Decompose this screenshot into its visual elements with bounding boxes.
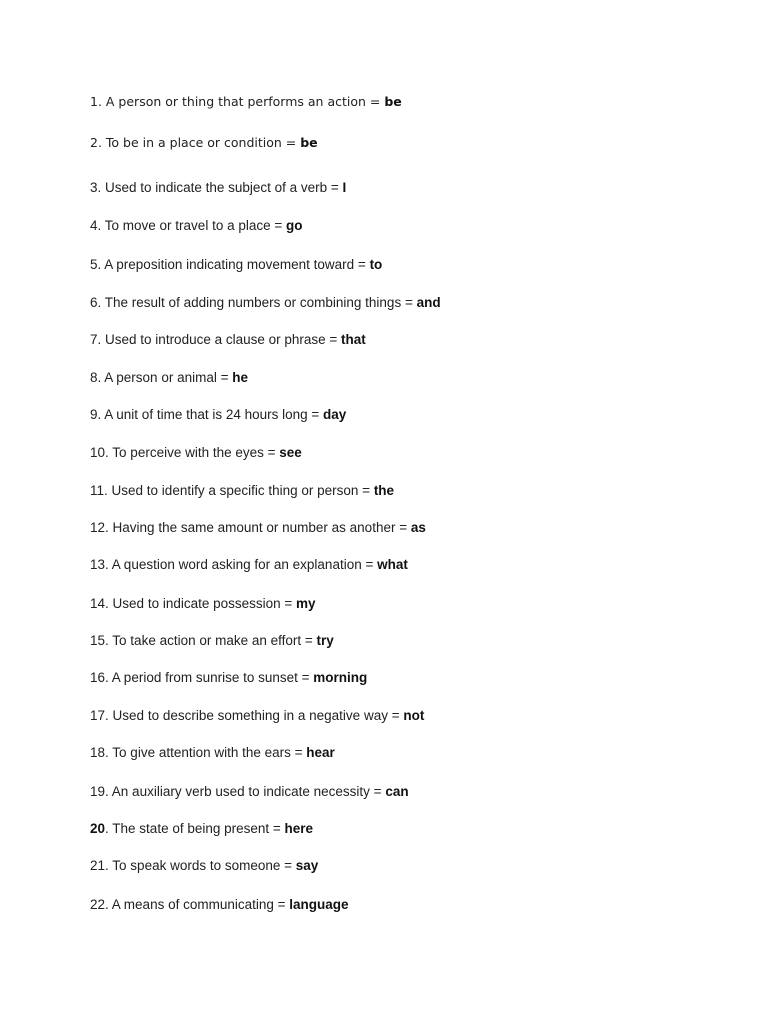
item-definition: A person or thing that performs an action = xyxy=(105,94,385,109)
item-number: 12 xyxy=(90,520,106,535)
item-number: 5 xyxy=(90,257,98,272)
list-item: 10. To perceive with the eyes = see xyxy=(90,445,302,460)
item-answer: here xyxy=(284,821,314,836)
list-item: 4. To move or travel to a place = go xyxy=(90,218,303,233)
list-item: 22. A means of communicating = language xyxy=(90,897,349,912)
list-item: 14. Used to indicate possession = my xyxy=(90,596,316,611)
item-definition: Used to identify a specific thing or person = xyxy=(111,483,374,498)
item-answer: I xyxy=(342,180,347,195)
list-item: 1. A person or thing that performs an action = be xyxy=(90,94,402,109)
item-definition: Used to indicate possession = xyxy=(112,596,297,611)
item-definition: A means of communicating = xyxy=(111,897,290,912)
item-definition: To take action or make an effort = xyxy=(112,633,317,648)
item-number: 10 xyxy=(90,445,106,460)
item-number: 14 xyxy=(90,596,106,611)
item-answer: day xyxy=(323,407,347,422)
list-item: 11. Used to identify a specific thing or person = the xyxy=(90,483,395,498)
item-definition: A person or animal = xyxy=(104,370,233,385)
item-number: 1 xyxy=(90,94,98,109)
item-definition: To perceive with the eyes = xyxy=(112,445,280,460)
item-answer: the xyxy=(373,483,395,498)
item-definition: Used to describe something in a negative way = xyxy=(112,708,404,723)
item-answer: language xyxy=(289,897,349,912)
list-item: 2. To be in a place or condition = be xyxy=(90,135,318,150)
item-answer: hear xyxy=(306,745,335,760)
item-definition: Used to indicate the subject of a verb = xyxy=(105,180,343,195)
item-definition: Having the same amount or number as another = xyxy=(112,520,411,535)
list-item: 19. An auxiliary verb used to indicate necessity = can xyxy=(90,784,409,799)
item-number: 17 xyxy=(90,708,106,723)
item-definition: An auxiliary verb used to indicate necessity = xyxy=(111,784,386,799)
item-definition: To give attention with the ears = xyxy=(112,745,307,760)
list-item: 3. Used to indicate the subject of a verb = I xyxy=(90,180,347,195)
item-answer: he xyxy=(232,370,248,385)
list-item: 20. The state of being present = here xyxy=(90,821,314,836)
item-definition: To speak words to someone = xyxy=(112,858,296,873)
list-item: 15. To take action or make an effort = try xyxy=(90,633,334,648)
item-number: 11 xyxy=(90,483,105,498)
list-item: 5. A preposition indicating movement toward = to xyxy=(90,257,383,272)
item-answer: as xyxy=(410,520,426,535)
item-number: 13 xyxy=(90,557,106,572)
list-item: 12. Having the same amount or number as another = as xyxy=(90,520,426,535)
item-definition: The result of adding numbers or combining things = xyxy=(104,295,417,310)
item-answer: try xyxy=(316,633,334,648)
item-definition: The state of being present = xyxy=(112,821,285,836)
item-answer: to xyxy=(369,257,383,272)
item-number: 18 xyxy=(90,745,106,760)
item-answer: be xyxy=(300,135,318,150)
item-answer: not xyxy=(403,708,425,723)
item-number: 22 xyxy=(90,897,106,912)
list-item: 17. Used to describe something in a negative way = not xyxy=(90,708,425,723)
item-number: 19 xyxy=(90,784,106,799)
item-number: 4 xyxy=(90,218,98,233)
item-number: 9 xyxy=(90,407,98,422)
item-definition: Used to introduce a clause or phrase = xyxy=(105,332,342,347)
list-item: 16. A period from sunrise to sunset = morning xyxy=(90,670,368,685)
item-definition: A preposition indicating movement toward = xyxy=(104,257,370,272)
item-definition: To move or travel to a place = xyxy=(104,218,286,233)
item-number: 8 xyxy=(90,370,98,385)
list-item: 18. To give attention with the ears = hear xyxy=(90,745,335,760)
item-number: 15 xyxy=(90,633,106,648)
item-definition: To be in a place or condition = xyxy=(105,135,301,150)
item-number: 6 xyxy=(90,295,98,310)
item-answer: go xyxy=(286,218,303,233)
item-answer: see xyxy=(279,445,302,460)
list-item: 8. A person or animal = he xyxy=(90,370,248,385)
item-answer: that xyxy=(341,332,366,347)
item-answer: say xyxy=(295,858,319,873)
item-definition: A period from sunrise to sunset = xyxy=(111,670,314,685)
item-definition: A unit of time that is 24 hours long = xyxy=(104,407,324,422)
item-number: 16 xyxy=(90,670,106,685)
item-answer: my xyxy=(296,596,316,611)
item-number: 20 xyxy=(90,821,106,836)
item-answer: morning xyxy=(313,670,368,685)
list-item: 13. A question word asking for an explanation = what xyxy=(90,557,408,572)
item-number: 2 xyxy=(90,135,98,150)
item-answer: what xyxy=(377,557,408,572)
item-answer: can xyxy=(385,784,409,799)
list-item: 7. Used to introduce a clause or phrase = that xyxy=(90,332,366,347)
item-answer: and xyxy=(416,295,441,310)
item-number: 7 xyxy=(90,332,98,347)
list-item: 6. The result of adding numbers or combining things = and xyxy=(90,295,441,310)
item-number: 21 xyxy=(90,858,106,873)
item-answer: be xyxy=(384,94,402,109)
item-definition: A question word asking for an explanation = xyxy=(111,557,378,572)
list-item: 9. A unit of time that is 24 hours long = day xyxy=(90,407,347,422)
item-number: 3 xyxy=(90,180,98,195)
list-item: 21. To speak words to someone = say xyxy=(90,858,319,873)
